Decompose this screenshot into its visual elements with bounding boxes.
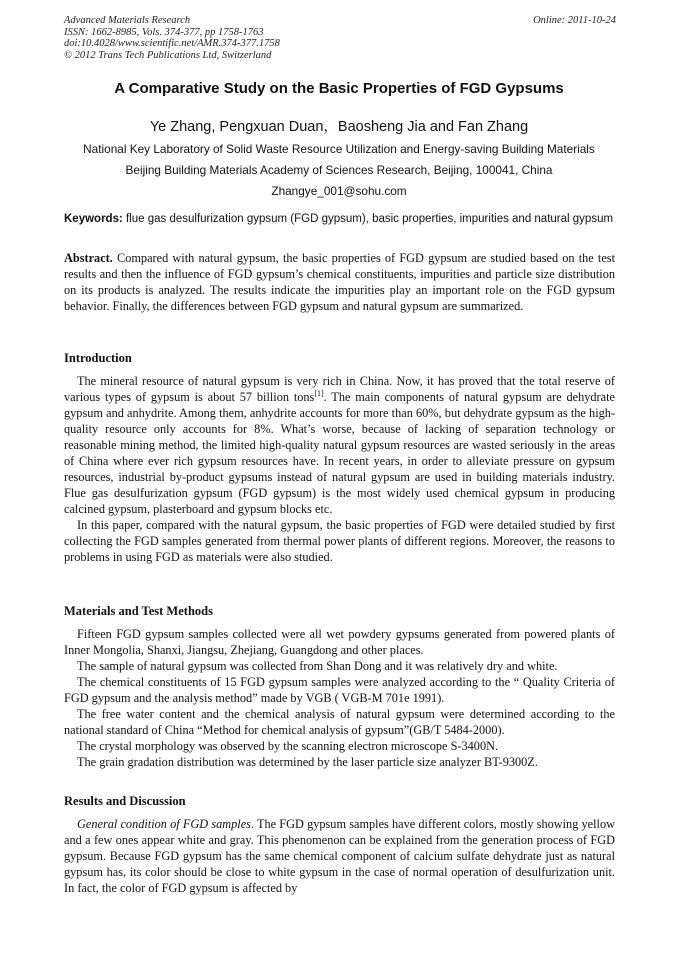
affiliation-1: National Key Laboratory of Solid Waste Resource Utilization and Energy-saving Building Materials: [83, 142, 595, 156]
results-paragraph-1: General condition of FGD samples. The FGD gypsum samples have different colors, mostly showing yellow and a few ones appear white and gray. This phenomenon can be explained from the generation process of FGD gypsum. Because FGD gypsum has the same chemical component of calcium sulfate dehydrate just as natural gypsum has, its color should be close to white gypsum in the case of normal operation of desulfurization unit. In fact, the color of FGD gypsum is affected by: [64, 817, 615, 895]
methods-paragraph-6: The grain gradation distribution was determined by the laser particle size analyzer BT-9300Z.: [77, 755, 538, 769]
abstract-text: Compared with natural gypsum, the basic properties of FGD gypsum are studied based on the test results and then the influence of FGD gypsum’s chemical constituents, impurities and particle size distribution on its products is analyzed. The results indicate the impurities play an important role on the FGD gypsum behavior. Finally, the differences between FGD gypsum and natural gypsum are summarized.: [64, 251, 615, 313]
author-list: Ye Zhang, Pengxuan Duan，Baosheng Jia and Fan Zhang: [149, 119, 529, 135]
copyright-line: © 2012 Trans Tech Publications Ltd, Switzerland: [64, 49, 272, 61]
methods-paragraph-1: Fifteen FGD gypsum samples collected were all wet powdery gypsums generated from powered plants of Inner Mongolia, Shanxi, Jiangsu, Zhejiang, Guangdong and other places.: [64, 627, 615, 657]
abstract-block: [64, 250, 615, 314]
keywords-block: [64, 212, 615, 227]
intro-paragraph-2: In this paper, compared with the natural gypsum, the basic properties of FGD were detailed studied by first collecting the FGD samples generated from thermal power plants of different regions. Moreover, the reasons to problems in using FGD as materials were also studied.: [64, 518, 615, 564]
section-heading-results: Results and Discussion: [64, 794, 186, 808]
journal-header: [64, 15, 616, 61]
methods-paragraph-5: The crystal morphology was observed by the scanning electron microscope S-3400N.: [77, 739, 499, 753]
section-heading-methods: Materials and Test Methods: [64, 604, 213, 618]
keywords-text: flue gas desulfurization gypsum (FGD gypsum), basic properties, impurities and natural gypsum: [122, 213, 614, 225]
section-heading-introduction: Introduction: [64, 351, 132, 365]
intro-paragraph-1: The mineral resource of natural gypsum is very rich in China. Now, it has proved that the total reserve of various types of gypsum is about 57 billion tons[1]. The main components of natural gypsum are dehydrate gypsum and anhydrite. Among them, anhydrite accounts for more than 60%, but dehydrate gypsum as the high-quality resource only accounts for 8%. What’s worse, because of lacking of separation technology or reasonable mining method, the limited high-quality natural gypsum resources are wasted seriously in the areas of China where ever rich gypsum resources have. In recent years, in order to alleviate pressure on gypsum resources, industrial by-product gypsums instead of natural gypsum are used in building materials industry. Flue gas desulfurization gypsum (FGD gypsum) is the most widely used chemical gypsum in producing calcined gypsum, plasterboard and gypsum blocks etc.: [64, 374, 615, 516]
doi-line[interactable]: doi:10.4028/www.scientific.net/AMR.374-377.1758: [64, 38, 280, 49]
journal-name: Advanced Materials Research: [64, 15, 191, 26]
methods-paragraph-4: The free water content and the chemical analysis of natural gypsum were determined according to the national standard of China “Method for chemical analysis of gypsum”(GB/T 5484-2000).: [64, 707, 615, 737]
methods-paragraph-3: The chemical constituents of 15 FGD gypsum samples were analyzed according to the “ Quality Criteria of FGD gypsum and the analysis method” made by VGB ( VGB-M 701e 1991).: [64, 675, 615, 705]
paper-title: A Comparative Study on the Basic Properties of FGD Gypsums: [114, 80, 564, 97]
methods-paragraph-2: The sample of natural gypsum was collected from Shan Dong and it was relatively dry and white.: [77, 659, 558, 673]
affiliation-2: Beijing Building Materials Academy of Sciences Research, Beijing, 100041, China: [125, 163, 553, 177]
online-date: Online: 2011-10-24: [533, 15, 616, 26]
author-email[interactable]: Zhangye_001@sohu.com: [271, 184, 407, 198]
results-body: [64, 816, 615, 896]
methods-body: [64, 626, 615, 770]
citation-ref[interactable]: [1]: [314, 388, 324, 398]
keywords-label: Keywords:: [64, 213, 123, 225]
results-lead-in: General condition of FGD samples: [77, 817, 251, 831]
abstract-label: Abstract.: [64, 251, 113, 265]
introduction-body: [64, 373, 615, 565]
issn-line: ISSN: 1662-8985, Vols. 374-377, pp 1758-1763: [64, 26, 264, 38]
